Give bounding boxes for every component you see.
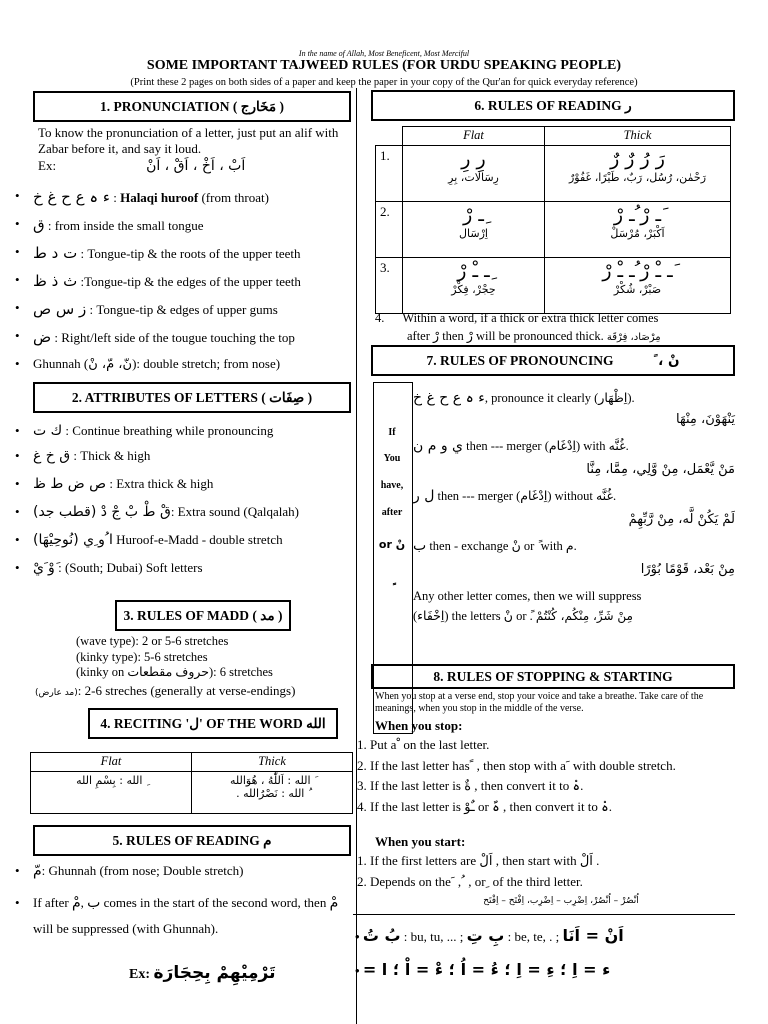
noon-rules xyxy=(413,388,735,626)
noon-rule-iqlab: ب then - exchange نْ or with م. xyxy=(413,538,577,554)
section-7-title: 7. RULES OF PRONOUNCING نْ ، ً xyxy=(371,345,735,376)
list-item: • ء ہ ع ح غ خ : Halaqi huroof (from throat) xyxy=(33,188,353,216)
list-item: • ز س ص : Tongue-tip & edges of upper gums xyxy=(33,300,353,328)
reading-ra-table xyxy=(375,126,731,314)
madd-rule: (kinky type): 5-6 stretches xyxy=(76,649,208,664)
meem-list xyxy=(33,862,353,941)
noon-rule-ikhfa: Any other letter comes, then we will suppress xyxy=(413,589,642,603)
list-item: • قْ طْ بْ جْ دْ (قطب جد): Extra sound (Qalqalah) xyxy=(33,499,353,527)
section-4-title: 4. RECITING 'ل' OF THE WORD الله xyxy=(88,708,338,739)
list-item: 4. If the last letter is ـٌوْ or ہٌ , then convert it to ہْ. xyxy=(357,798,613,814)
list-item: • مّ: Ghunnah (from nose; Double stretch) xyxy=(33,862,353,880)
table-header-thick: Thick xyxy=(545,127,731,146)
table-header-flat: Flat xyxy=(31,753,192,772)
list-item: • ق : from inside the small tongue xyxy=(33,216,353,244)
noon-rule-example: مِنْ بَعْد، قَوْمًا بُوْرًا xyxy=(640,562,735,577)
noon-rule-example: لَمْ يَكُنْ لَّه، مِنْ رَّبِّهِمْ xyxy=(628,512,735,527)
list-item: • Ghunnah (نّ، مّ، نْ): double stretch; from nose) xyxy=(33,356,353,384)
stop-rules xyxy=(357,735,737,817)
list-item: • ا ُو ِي (نُوحِيْهَا) Huroof-e-Madd - double stretch xyxy=(33,527,353,555)
start-example: اُنْصُرْ – اُنْصُرْ، اِضْرِب – اِضْرِب، اِفْتَح – اِفْتَح xyxy=(483,896,639,906)
madd-list xyxy=(76,634,356,681)
pronunciation-example: Ex: اَبْ ، اَخْ ، اَقْ ، اَنْ xyxy=(38,157,246,174)
list-item: • ض : Right/left side of the tougue touching the top xyxy=(33,328,353,356)
list-item: 3. If the last letter is ةٌ , then convert it to ہْ. xyxy=(357,778,584,793)
table-header-thick: Thick xyxy=(192,753,353,772)
noon-rule-example: يَنْهَوْنَ، مِنْهَا xyxy=(676,412,735,427)
madd-rule: (wave type): 2 or 5-6 stretches xyxy=(76,634,229,648)
section-6-title: 6. RULES OF READING ر xyxy=(371,90,735,121)
page-title: SOME IMPORTANT TAJWEED RULES (FOR URDU SPEAKING PEOPLE) xyxy=(146,58,622,73)
list-item: • ص ض ط ظ : Extra thick & high xyxy=(33,471,353,499)
section-1-body xyxy=(38,125,356,175)
if-label: You xyxy=(383,453,401,464)
madd-rule: (kinky on حروف مقطعات): 6 stretches xyxy=(76,665,273,679)
bismillah-line: In the name of Allah, Most Beneficent, Most Merciful xyxy=(298,49,470,58)
section-3-title: 3. RULES OF MADD ( مد ) xyxy=(115,600,291,631)
section-1-title: 1. PRONUNCIATION ( مَخَارج ) xyxy=(33,91,351,122)
bottom-line-1: • بُ تُ : bu, tu, ... ; بِ تِ : be, te, . ; اَنْ = اَنَا xyxy=(355,926,624,945)
pronunciation-list xyxy=(33,188,353,384)
if-label xyxy=(374,583,410,596)
list-item: • ث ذ ظ :Tongue-tip & the edges of the upper teeth xyxy=(33,272,353,300)
table-row: 1. رِ رِ رِسَالَات، بِرِ رَ رُ رٌ رٌ رَحْمٰن، رُسُل، رَبٌ، طَيْرًا، غَفُوْرٌ xyxy=(376,145,731,201)
table-row: 3. ِـ ـْ رْ حِجْرْ، فِكْرْ َـ ـْ رْ ُـ ـْ رْ صَبْرْ، شُكْرْ xyxy=(376,257,731,313)
section-2-title: 2. ATTRIBUTES OF LETTERS ( صِفَات ) xyxy=(33,382,351,413)
table-header-flat: Flat xyxy=(403,127,545,146)
section-8-title: 8. RULES OF STOPPING & STARTING xyxy=(371,664,735,689)
table-row: 2. ِـ رْ اِرْسَال َـ رْ ُـ رْ اَكْبَرْ، مُرْسَلْ xyxy=(376,201,731,257)
attributes-list xyxy=(33,419,353,583)
if-label: after xyxy=(381,507,403,518)
list-item: • َوْ َيْ : (South; Dubai) Soft letters xyxy=(33,555,353,583)
meem-example: Ex: تَرْمِيْهِمْ بِحِجَارَة xyxy=(129,963,276,983)
list-item: • If after مْ, ب comes in the start of the second word, then مْ will be suppressed (with Ghunnah). xyxy=(33,890,353,941)
ra-note: 4. Within a word, if a thick or extra thick letter comes after رْ then رْ will be pronounced thick. مِرْصَاد، فِرْقَة xyxy=(375,311,661,343)
noon-rule-idgham: ل ر then --- merger (اِدْغَام) without غُنَّه. xyxy=(413,488,617,504)
if-label: نْ or xyxy=(378,538,406,551)
bottom-line-2: • ء = اِ ؛ ءِ = اِ ؛ ءُ = اُ ؛ ءْ = اْ ؛ ا = xyxy=(355,960,611,979)
stop-heading: When you stop: xyxy=(375,718,463,733)
noon-rule-idgham-ghunnah: ي و م ن then --- merger (اِدْغَام) with غُنَّه. xyxy=(413,438,629,454)
noon-rule-example: مَنْ يَّعْمَل، مِنْ وَّلِي، مِمَّا، مِنَّا xyxy=(586,462,735,477)
stopping-intro: When you stop at a verse end, stop your voice and take a breathe. Take care of the meanings, when you stop in the middle of the verse. xyxy=(375,691,704,714)
if-label: If xyxy=(388,427,396,438)
if-label: have, xyxy=(380,480,404,491)
list-item: 1. Put a ْ on the last letter. xyxy=(357,737,490,752)
list-item: • ق خ غ : Thick & high xyxy=(33,443,353,471)
list-item: • ت د ط : Tongue-tip & the roots of the upper teeth xyxy=(33,244,353,272)
pronunciation-intro: To know the pronunciation of a letter, just put an alif with Zabar before it, and say it loud. xyxy=(38,125,339,157)
list-item: 1. If the first letters are اَلْ , then start with اَلْ . xyxy=(357,853,600,868)
noon-rule-izhar: ء ہ ع ح غ خ, pronounce it clearly (اِظْهَار). xyxy=(413,390,635,406)
list-item: 2. Depends on the َ , ُ , or ِ of the third letter. xyxy=(357,874,583,889)
madd-rule-arid: (مد عارض): 2-6 streches (generally at verse-endings) xyxy=(35,683,296,698)
start-heading: When you start: xyxy=(375,834,466,849)
section-5-title: 5. RULES OF READING م xyxy=(33,825,351,856)
page-subtitle: (Print these 2 pages on both sides of a paper and keep the paper in your copy of the Qur'an for quick everyday reference) xyxy=(130,77,638,88)
thick-cell: َ الله : اَللّٰهُ ، هُوَالله ُ الله : نَصْرُالله . xyxy=(192,771,353,813)
flat-cell: ِ الله : بِسْمِ الله xyxy=(31,771,192,813)
bottom-separator xyxy=(353,914,735,915)
list-item: 2. If the last letter has ً , then stop with a َ with double stretch. xyxy=(357,757,676,773)
start-rules xyxy=(357,850,737,892)
allah-lam-table xyxy=(30,752,353,814)
noon-rule-ikhfa-2: (اِخْفَاء) the letters نْ or . مِنْ شَرِّ، مِنْكُم، كُنْتُمْ xyxy=(413,608,633,623)
list-item: • ك ت : Continue breathing while pronouncing xyxy=(33,419,353,443)
